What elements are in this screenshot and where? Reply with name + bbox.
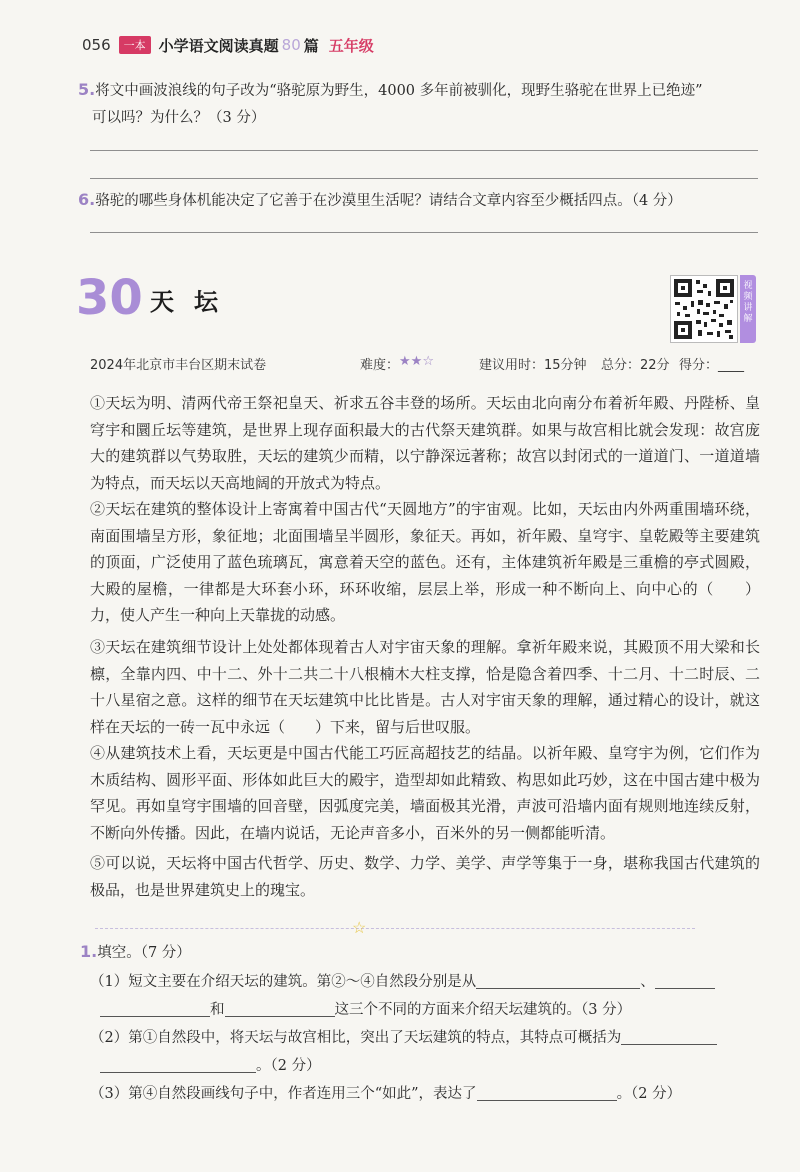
page-number: 056 — [82, 36, 111, 54]
exercise-1-sub2-line2 — [100, 1052, 321, 1080]
exercise-1-sub1-line1 — [90, 968, 715, 996]
question-5 — [78, 76, 768, 132]
exercise-1-heading — [80, 938, 191, 967]
exercise-1-sub3 — [90, 1080, 681, 1108]
fill-blank[interactable] — [621, 1029, 717, 1045]
question-5-line1: 将文中画波浪线的句子改为“骆驼原为野生，4000 多年前被驯化，现野生骆驼在世界上已绝迹” — [95, 83, 703, 99]
question-6-line1: 骆驼的哪些身体机能决定了它善于在沙漠里生活呢？请结合文章内容至少概括四点。（4 分） — [95, 193, 682, 209]
question-5-number: 5. — [78, 80, 96, 99]
sub3-text-a: （3）第④自然段画线句子中，作者连用三个“如此”，表达了 — [90, 1086, 477, 1102]
exercise-1-sub2-line1 — [90, 1024, 717, 1052]
total-score: 总分：22分 — [601, 358, 670, 373]
sub1-text-b: 和 — [210, 1002, 225, 1018]
page-header — [82, 32, 374, 58]
book-count: 80 — [281, 36, 301, 54]
fill-blank[interactable] — [100, 1001, 210, 1017]
exercise-1-title: 填空。（7 分） — [97, 945, 191, 961]
article-title: 天坛 — [150, 287, 238, 316]
difficulty-stars: ★★☆ — [399, 354, 434, 369]
book-title: 小学语文阅读真题 — [158, 36, 279, 55]
sub2-text-b: 。（2 分） — [256, 1058, 321, 1074]
fill-blank[interactable] — [100, 1057, 256, 1073]
fill-blank[interactable] — [225, 1001, 335, 1017]
difficulty-label: 难度： — [360, 358, 400, 373]
exam-source: 2024年北京市丰台区期末试卷 — [90, 358, 267, 373]
fill-blank[interactable] — [477, 1085, 617, 1101]
question-5-line2: 可以吗？为什么？（3 分） — [92, 110, 266, 126]
book-grade: 五年级 — [328, 36, 374, 55]
fill-blank[interactable] — [655, 973, 715, 989]
suggested-time: 建议用时：15分钟 — [479, 358, 587, 373]
sub1-separator: 、 — [640, 974, 655, 990]
sub3-text-b: 。（2 分） — [616, 1086, 682, 1102]
question-6 — [78, 186, 768, 215]
paragraph-2: ②天坛在建筑的整体设计上寄寓着中国古代“天圆地方”的宇宙观。比如，天坛由内外两重围墙环绕，南面围墙呈方形，象征地；北面围墙呈半圆形，象征天。再如，祈年殿、皇穹宇、皇乾殿等主要建筑的顶面，广泛使用了蓝色琉璃瓦，寓意着天空的蓝色。还有，主体建筑祈年殿是三重檐的亭式圆殿，大殿的屋檐，一律都是大环套小环，环环收缩，层层上举，形成一种不断向上、向中心的（ ）力，使人产生一种向上天靠拢的动感。 — [90, 500, 760, 624]
paragraph-3: ③天坛在建筑细节设计上处处都体现着古人对宇宙天象的理解。拿祈年殿来说，其殿顶不用大梁和长檩，全靠内四、中十二、外十二共二十八根楠木大柱支撑，恰是隐含着四季、十二月、十二时辰、二十八星宿之意。这样的细节在天坛建筑中比比皆是。古人对宇宙天象的理解，通过精心的设计，就这样在天坛的一砖一瓦中永远（ ）下来，留与后世叹服。 — [90, 638, 760, 736]
exercise-1-number: 1. — [80, 942, 98, 961]
answer-line[interactable] — [90, 150, 758, 151]
paragraph-4: ④从建筑技术上看，天坛更是中国古代能工巧匠高超技艺的结晶。以祈年殿、皇穹宇为例，它们作为木质结构、圆形平面、形体如此巨大的殿宇，造型却如此精致、构思如此巧妙，这在中国古建中极为罕见。再如皇穹宇围墙的回音壁，因弧度完美，墙面极其光滑，声波可沿墙内面有规则地连续反射，不断向外传播。因此，在墙内说话，无论声音多小，百米外的另一侧都能听清。 — [90, 744, 760, 842]
question-6-number: 6. — [78, 190, 96, 209]
section-divider — [95, 928, 695, 929]
exercise-1-sub1-line2 — [100, 996, 631, 1024]
qr-code-icon[interactable] — [670, 275, 738, 343]
answer-line[interactable] — [90, 178, 758, 179]
sub1-text-c: 这三个不同的方面来介绍天坛建筑的。（3 分） — [334, 1002, 632, 1018]
book-logo: 一本 — [119, 36, 151, 54]
fill-blank[interactable] — [476, 973, 640, 989]
paragraph-1: ①天坛为明、清两代帝王祭祀皇天、祈求五谷丰登的场所。天坛由北向南分布着祈年殿、丹陛桥、皇穹宇和圜丘坛等建筑，是世界上现存面积最大的古代祭天建筑群。如果与故宫相比就会发现：故宫庞大的建筑群以气势取胜，天坛的建筑少而精，以宁静深远著称；故宫以封闭式的一道道门、一道道墙为特点，而天坛以天高地阔的开放式为特点。 — [90, 394, 760, 492]
video-explain-tag[interactable]: 视频讲解 — [740, 275, 756, 343]
article-meta — [90, 354, 760, 373]
article-number: 30 — [76, 270, 143, 326]
answer-line[interactable] — [90, 232, 758, 233]
obtained-score: 得分：____ — [679, 358, 745, 373]
book-suffix: 篇 — [303, 36, 319, 55]
sub1-text-a: （1）短文主要在介绍天坛的建筑。第②～④自然段分别是从 — [90, 974, 477, 990]
sub2-text-a: （2）第①自然段中，将天坛与故宫相比，突出了天坛建筑的特点，其特点可概括为 — [90, 1030, 622, 1046]
star-icon: ☆ — [352, 918, 367, 937]
paragraph-5: ⑤可以说，天坛将中国古代哲学、历史、数学、力学、美学、声学等集于一身，堪称我国古代建筑的极品，也是世界建筑史上的瑰宝。 — [90, 854, 760, 899]
